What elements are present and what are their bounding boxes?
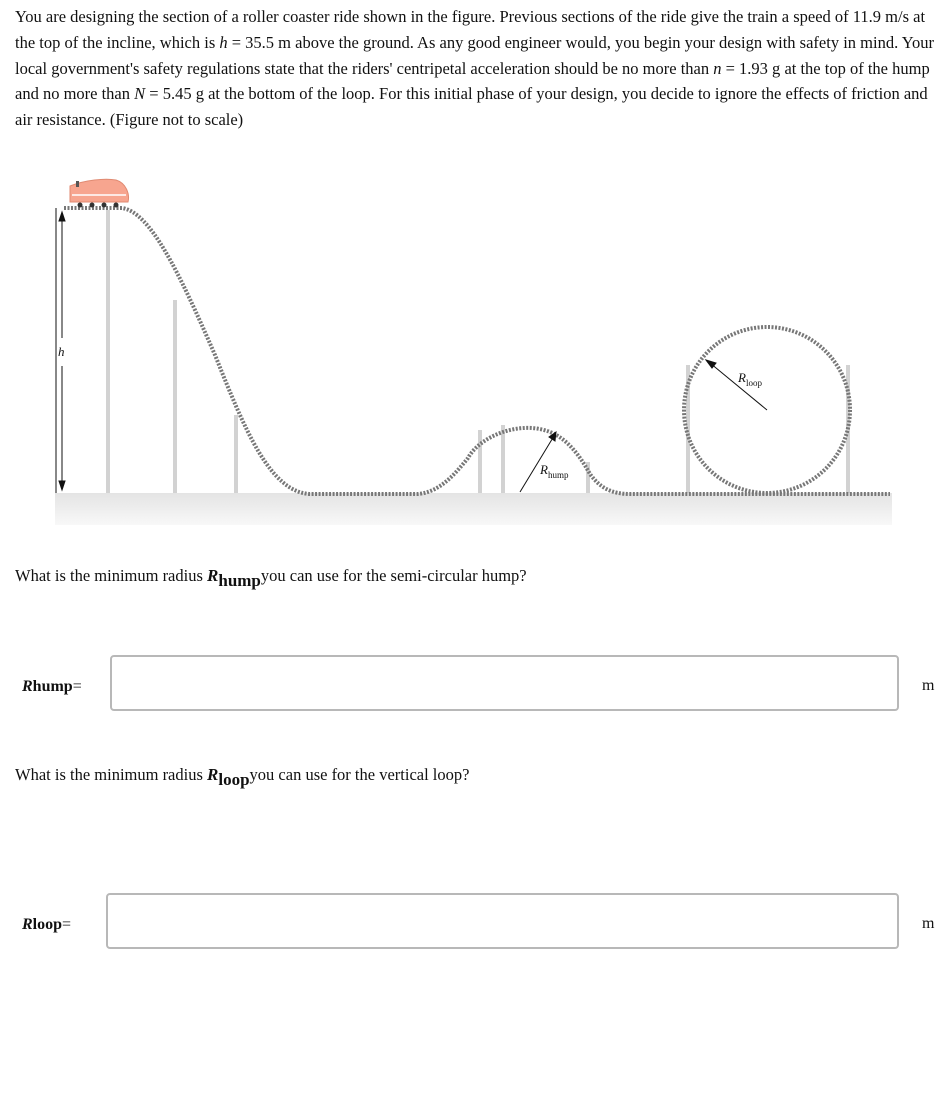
roller-coaster-figure: [0, 160, 952, 540]
answer-1-label: [22, 678, 82, 696]
problem-statement: [15, 4, 935, 133]
question-1-after: you can use for the semi-circular hump?: [260, 566, 527, 585]
answer-1-label-symbol: R: [22, 678, 33, 695]
answer-1-label-eq: =: [72, 678, 82, 695]
hump-sub: hump: [547, 470, 569, 480]
h-label: h: [58, 344, 65, 359]
loop-sub: loop: [745, 378, 762, 388]
hump-radius-label: [539, 462, 569, 480]
N-symbol: N: [134, 84, 146, 104]
r-loop-input[interactable]: [106, 893, 899, 949]
problem-text-1: You are designing the section of a roller coaster ride shown in the figure. Previous sections of the ride give the train a speed of 11.9 m/s at the top of the incline, which is: [15, 7, 926, 52]
n-value: = 1.93 g: [721, 58, 781, 78]
hump-R: R: [540, 462, 548, 477]
question-2-before: What is the minimum radius: [15, 765, 208, 784]
answer-2-label-symbol: R: [22, 916, 33, 933]
question-1-symbol: R: [207, 566, 219, 585]
problem-text-3: at the top of the hump and no more than: [15, 58, 930, 104]
loop-R: R: [738, 370, 746, 385]
track: [64, 208, 890, 494]
hump-radius-arrow: [520, 432, 556, 492]
ground: [55, 493, 892, 525]
h-symbol: h: [219, 32, 228, 52]
answer-2-label-eq: =: [62, 916, 72, 933]
question-2-symbol: R: [207, 765, 219, 784]
loop-radius-label: [737, 370, 762, 388]
answer-2-unit: m: [922, 915, 935, 932]
problem-text-4: at the bottom of the loop. For this initial phase of your design, you decide to ignore the effects of friction and air resistance. (Figure not to scale): [15, 84, 928, 130]
question-2-symbol-sub: loop: [218, 770, 250, 789]
question-1: [15, 566, 527, 590]
question-2-after: you can use for the vertical loop?: [249, 765, 470, 784]
answer-2-label: [22, 916, 71, 934]
train: [70, 179, 129, 207]
N-value: = 5.45 g: [145, 84, 204, 104]
answer-1-unit: m: [922, 677, 935, 694]
r-hump-input[interactable]: [110, 655, 899, 711]
answer-1-label-sub: hump: [32, 678, 73, 695]
question-2: [15, 765, 470, 789]
h-value: = 35.5 m: [227, 32, 292, 52]
answer-2-label-sub: loop: [32, 916, 63, 933]
n-symbol: n: [713, 58, 722, 78]
problem-text-2: above the ground. As any good engineer would, you begin your design with safety in mind. Your local government's safety regulations state that the riders' centripetal acceleration should be no more than: [15, 32, 934, 78]
track-supports: [108, 210, 848, 493]
question-1-before: What is the minimum radius: [15, 566, 208, 585]
question-1-symbol-sub: hump: [218, 571, 261, 590]
